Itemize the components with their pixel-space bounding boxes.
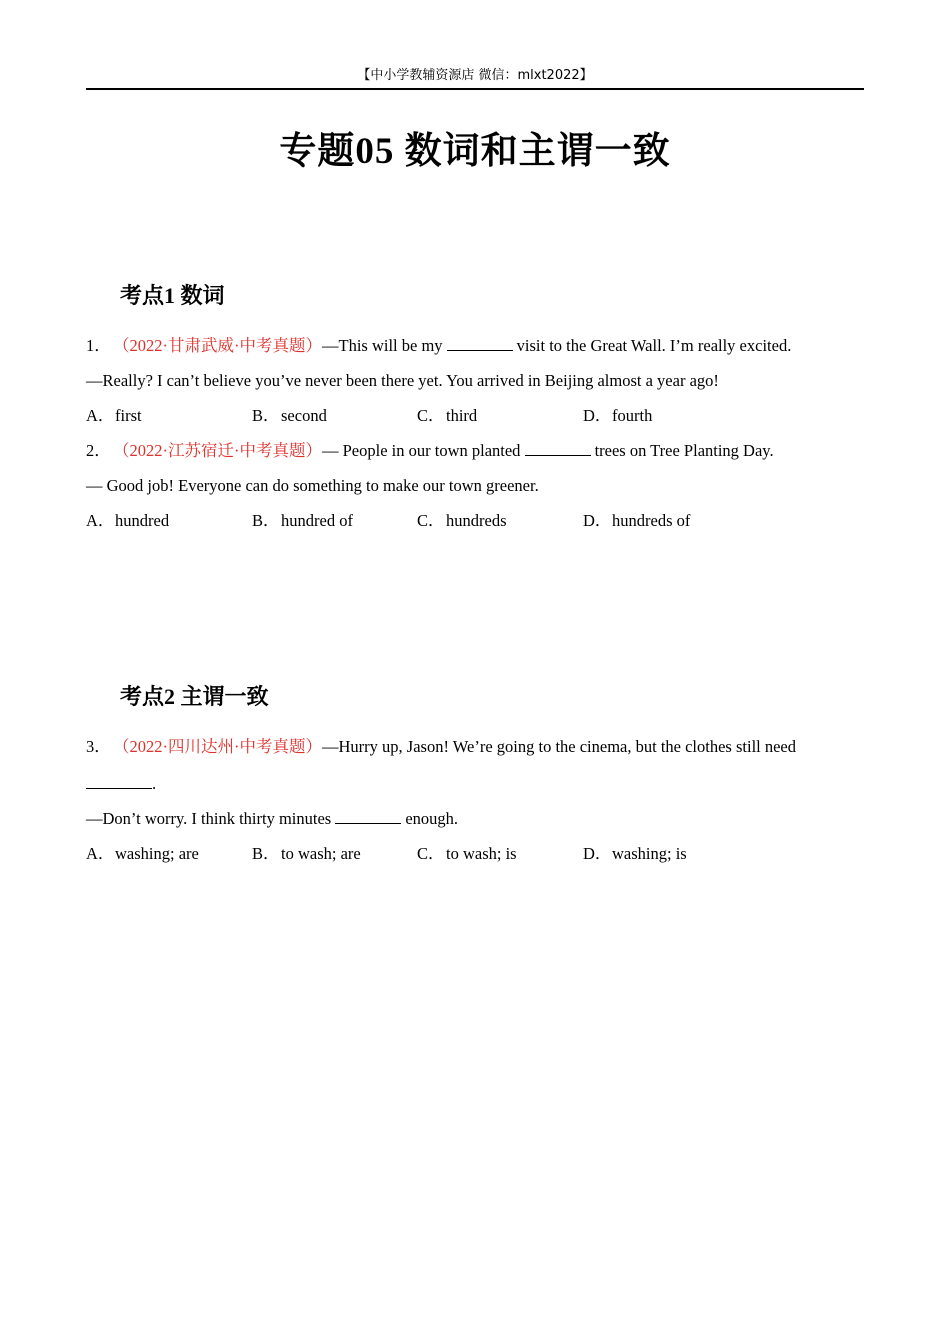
option-b: B．hundred of	[252, 511, 353, 530]
question-text: — People in our town planted	[322, 441, 521, 460]
question-3-line-2: .	[86, 773, 866, 795]
question-text: —Don’t worry. I think thirty minutes	[86, 809, 332, 828]
question-3-options	[86, 843, 866, 865]
question-2-line-1	[86, 440, 866, 462]
question-number: 2．	[86, 441, 111, 460]
option-d: D．hundreds of	[583, 511, 691, 530]
question-text: —Hurry up, Jason! We’re going to the cinema, but the clothes still need	[322, 737, 797, 756]
answer-blank	[335, 809, 401, 824]
section-heading-agreement: 考点2 主谓一致	[120, 684, 269, 709]
question-source: （2022·甘肃武威·中考真题）	[113, 336, 322, 355]
option-d: D．washing; is	[583, 844, 687, 863]
answer-blank	[447, 336, 513, 351]
question-text: visit to the Great Wall. I’m really excited.	[516, 336, 792, 355]
page-title: 专题05 数词和主谓一致	[279, 131, 671, 172]
option-c: C．hundreds	[417, 511, 507, 530]
answer-blank	[525, 441, 591, 456]
option-c: C．third	[417, 406, 478, 425]
question-2-line-2: — Good job! Everyone can do something to make our town greener.	[86, 476, 539, 495]
option-c: C．to wash; is	[417, 844, 517, 863]
option-a: A．first	[86, 406, 142, 425]
question-1-line-2: —Really? I can’t believe you’ve never been there yet. You arrived in Beijing almost a year ago!	[86, 371, 719, 390]
question-text: —This will be my	[322, 336, 443, 355]
question-1-line-1	[86, 335, 866, 357]
option-a: A．washing; are	[86, 844, 199, 863]
page-header: 【中小学教辅资源店 微信：mlxt2022】	[86, 66, 864, 90]
question-1-options	[86, 405, 866, 427]
question-3-line-1	[86, 736, 866, 758]
option-d: D．fourth	[583, 406, 653, 425]
option-a: A．hundred	[86, 511, 170, 530]
question-source: （2022·四川达州·中考真题）	[113, 737, 322, 756]
section-heading-numerals: 考点1 数词	[120, 283, 225, 308]
question-2-options	[86, 510, 866, 532]
question-source: （2022·江苏宿迁·中考真题）	[113, 441, 322, 460]
option-b: B．second	[252, 406, 327, 425]
question-3-line-3	[86, 808, 866, 830]
option-b: B．to wash; are	[252, 844, 361, 863]
question-number: 3．	[86, 737, 111, 756]
question-text: trees on Tree Planting Day.	[594, 441, 774, 460]
question-number: 1．	[86, 336, 111, 355]
answer-blank	[86, 774, 152, 789]
question-text: enough.	[405, 809, 459, 828]
